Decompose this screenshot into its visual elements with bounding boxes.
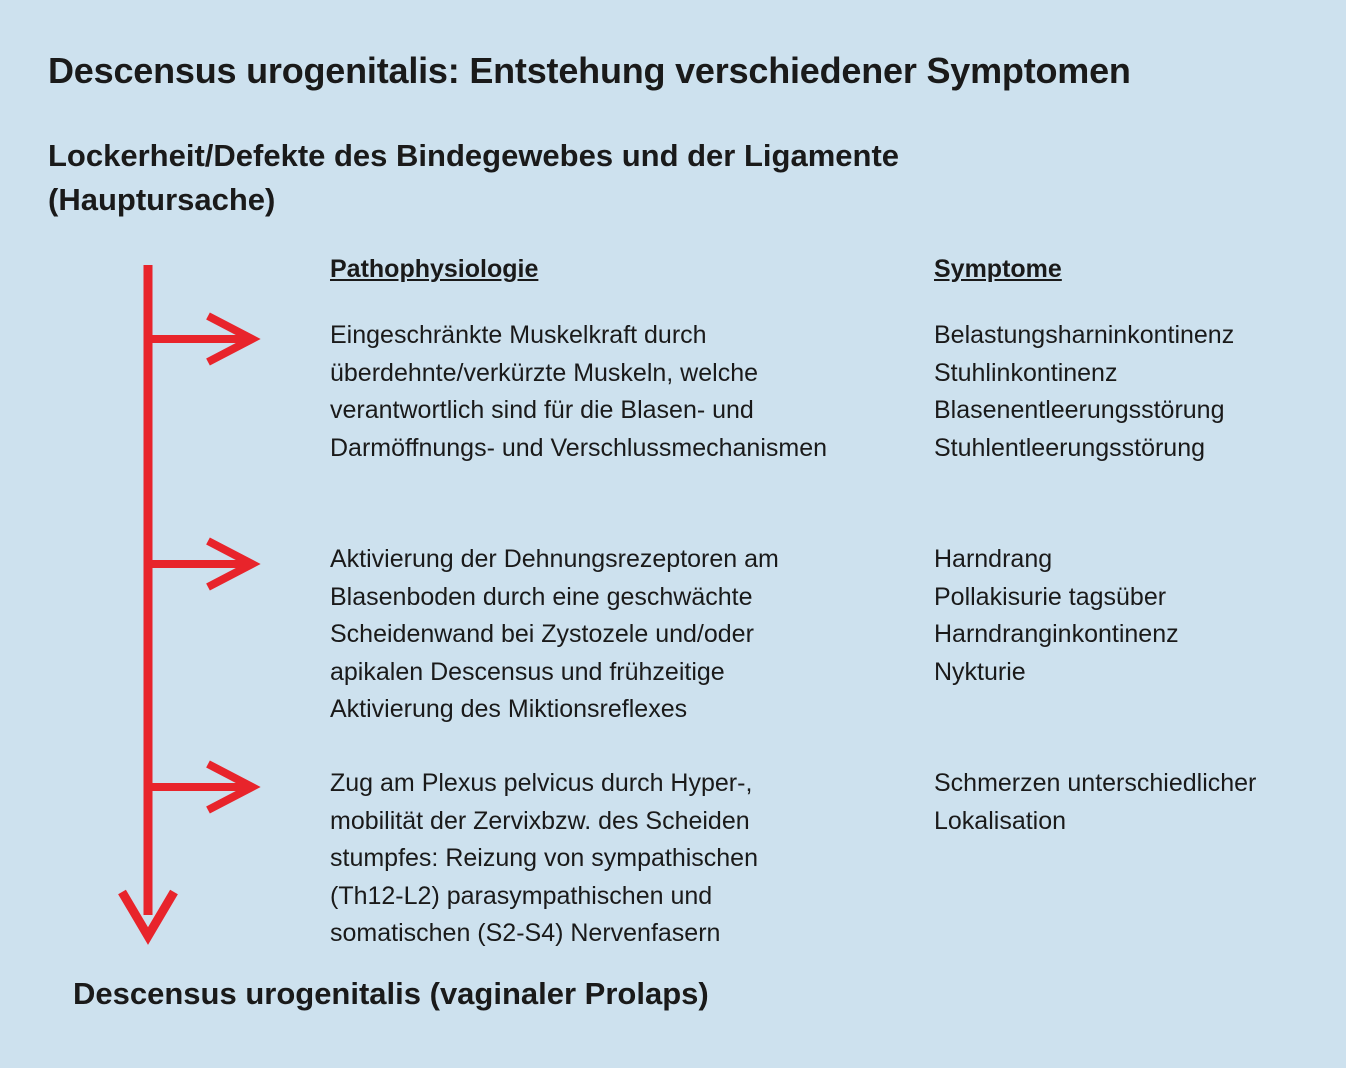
symptoms-item-2: Harndrang Pollakisurie tagsüber Harndranginkontinenz Nykturie — [934, 545, 1179, 686]
pathophysiology-item-3: Zug am Plexus pelvicus durch Hyper-, mobilität der Zervixbzw. des Scheiden stumpfes: Reizung von sympathischen (Th12-L2) parasympathischen und somatischen (S2-S4) Nervenfasern — [330, 769, 758, 947]
pathophysiology-item-2: Aktivierung der Dehnungsrezeptoren am Blasenboden durch eine geschwächte Scheidenwand bei Zystozele und/oder apikalen Descensus und frühzeitige Aktivierung des Miktionsreflexes — [330, 545, 779, 723]
page-title: Descensus urogenitalis: Entstehung verschiedener Symptomen — [48, 50, 1131, 91]
symptoms-header: Symptome — [934, 255, 1062, 283]
symptoms-item-3: Schmerzen unterschiedlicher Lokalisation — [934, 769, 1257, 835]
result-label: Descensus urogenitalis (vaginaler Prolaps) — [73, 976, 709, 1011]
main-cause: Lockerheit/Defekte des Bindegewebes und der Ligamente (Hauptursache) — [48, 138, 900, 217]
symptoms-item-1: Belastungsharninkontinenz Stuhlinkontinenz Blasenentleerungsstörung Stuhlentleerungsstörung — [934, 321, 1235, 462]
pathophysiology-item-1: Eingeschränkte Muskelkraft durch überdehnte/verkürzte Muskeln, welche verantwortlich sind für die Blasen- und Darmöffnungs- und Verschlussmechanismen — [330, 321, 828, 462]
pathophysiology-header: Pathophysiologie — [330, 255, 539, 283]
